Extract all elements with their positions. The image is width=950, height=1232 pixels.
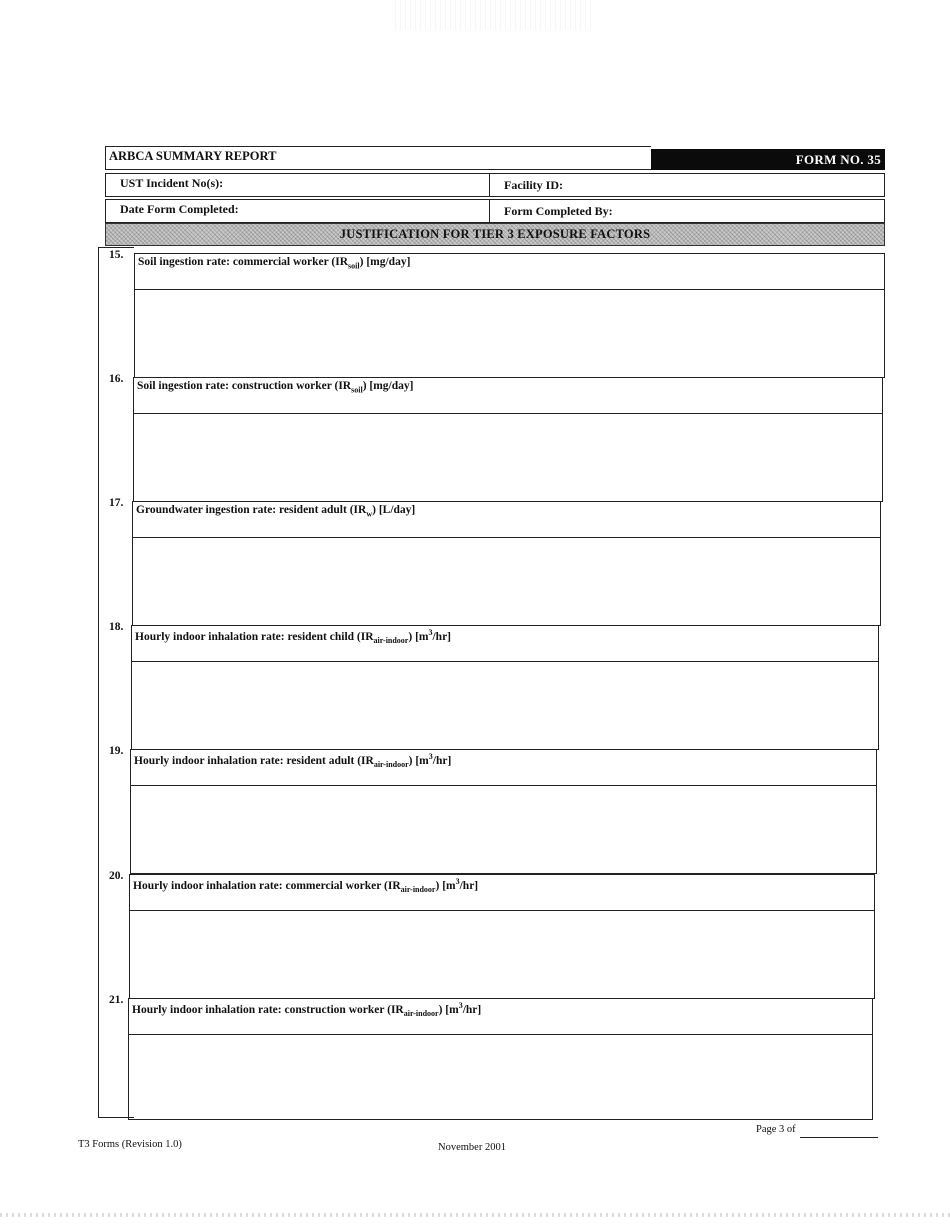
scan-artifact-bottom xyxy=(0,1213,950,1217)
question-number: 19. xyxy=(109,745,124,757)
question-box xyxy=(134,253,885,378)
question-label-text: Groundwater ingestion rate: resident adult (IR xyxy=(136,504,367,516)
form-number: FORM NO. 35 xyxy=(795,152,881,167)
question-label xyxy=(135,628,451,645)
question-unit-suffix: ) [L/day] xyxy=(372,504,416,516)
question-unit-exponent: 3 xyxy=(458,1001,463,1010)
answer-area[interactable] xyxy=(133,538,880,625)
ust-incident-label: UST Incident No(s): xyxy=(120,176,224,190)
question-number: 18. xyxy=(109,621,124,633)
answer-area[interactable] xyxy=(134,414,882,501)
facility-id-label: Facility ID: xyxy=(504,178,563,192)
question-unit-suffix: ) [mg/day] xyxy=(359,256,411,268)
question-label xyxy=(137,380,413,394)
question-box xyxy=(132,501,881,626)
question-label xyxy=(134,752,451,769)
question-unit-prefix: ) [m xyxy=(435,879,456,892)
section-title: JUSTIFICATION FOR TIER 3 EXPOSURE FACTORS xyxy=(339,227,651,241)
scan-artifact-top xyxy=(395,0,595,30)
answer-area[interactable] xyxy=(129,1035,872,1119)
question-label-subscript: air-indoor xyxy=(373,760,409,770)
question-label xyxy=(138,256,410,270)
question-number: 17. xyxy=(109,497,124,509)
answer-area[interactable] xyxy=(135,290,884,377)
question-box xyxy=(129,874,875,999)
question-unit-prefix: ) [m xyxy=(408,754,429,767)
question-label-subscript: air-indoor xyxy=(403,1009,439,1019)
answer-area[interactable] xyxy=(131,786,876,873)
completed-by-label: Form Completed By: xyxy=(504,204,613,218)
question-label-subscript: soil xyxy=(348,261,360,271)
question-unit-prefix: ) [m xyxy=(408,630,429,643)
question-label xyxy=(133,877,478,894)
question-label-text: Hourly indoor inhalation rate: resident adult (IR xyxy=(134,754,374,767)
incident-row-divider xyxy=(489,173,490,197)
question-label-subscript: soil xyxy=(351,385,363,395)
question-label xyxy=(132,1001,481,1018)
page-label: Page 3 of xyxy=(756,1124,796,1135)
question-label-text: Hourly indoor inhalation rate: construction worker (IR xyxy=(132,1003,404,1016)
question-box xyxy=(131,625,879,750)
question-label-subscript: w xyxy=(366,509,373,519)
question-label-text: Soil ingestion rate: construction worker (IR xyxy=(137,380,352,392)
question-label-text: Hourly indoor inhalation rate: resident child (IR xyxy=(135,630,374,643)
question-number: 21. xyxy=(109,994,124,1006)
report-title: ARBCA SUMMARY REPORT xyxy=(109,149,277,163)
question-unit-suffix: /hr] xyxy=(432,630,452,643)
form-number-badge xyxy=(651,149,885,170)
date-completed-label: Date Form Completed: xyxy=(120,202,239,216)
question-unit-exponent: 3 xyxy=(455,877,460,886)
section-banner xyxy=(105,223,885,246)
question-unit-exponent: 3 xyxy=(428,628,433,637)
question-label xyxy=(136,504,415,518)
question-number: 16. xyxy=(109,373,124,385)
question-label-text: Hourly indoor inhalation rate: commercial worker (IR xyxy=(133,879,401,892)
answer-area[interactable] xyxy=(130,911,874,998)
question-label-subscript: air-indoor xyxy=(400,885,436,895)
report-title-cell xyxy=(105,146,651,170)
revision-label: T3 Forms (Revision 1.0) xyxy=(78,1139,182,1150)
page-total-line xyxy=(800,1137,878,1138)
question-unit-suffix: /hr] xyxy=(432,754,452,767)
question-box xyxy=(133,377,883,502)
question-box xyxy=(128,998,873,1120)
completion-row-divider xyxy=(489,199,490,223)
question-unit-suffix: /hr] xyxy=(462,1003,482,1016)
question-number: 20. xyxy=(109,870,124,882)
question-unit-exponent: 3 xyxy=(428,752,433,761)
question-label-subscript: air-indoor xyxy=(373,636,409,646)
question-label-text: Soil ingestion rate: commercial worker (IR xyxy=(138,256,349,268)
question-unit-suffix: ) [mg/day] xyxy=(362,380,414,392)
question-unit-prefix: ) [m xyxy=(438,1003,459,1016)
answer-area[interactable] xyxy=(132,662,878,749)
footer-date: November 2001 xyxy=(438,1142,506,1153)
question-number: 15. xyxy=(109,249,124,261)
question-box xyxy=(130,749,877,874)
question-unit-suffix: /hr] xyxy=(459,879,479,892)
